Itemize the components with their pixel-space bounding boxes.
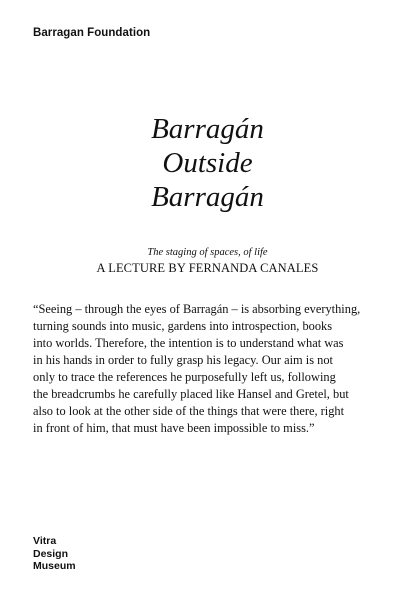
quote-line: in his hands in order to fully grasp his legacy. Our aim is not bbox=[33, 353, 333, 367]
logo-line-1: Vitra bbox=[33, 535, 57, 547]
quote-line: in front of him, that must have been impossible to miss.” bbox=[33, 421, 315, 435]
publisher-name: Barragan Foundation bbox=[33, 27, 151, 39]
title-line-1: Barragán bbox=[151, 113, 264, 145]
quote-line: into worlds. Therefore, the intention is to understand what was bbox=[33, 336, 344, 350]
quote-line: also to look at the other side of the things that were there, right bbox=[33, 404, 345, 418]
title-line-3: Barragán bbox=[151, 181, 264, 213]
quote-line: turning sounds into music, gardens into introspection, books bbox=[33, 319, 333, 333]
quote-paragraph bbox=[33, 301, 387, 437]
subtitle-block bbox=[0, 246, 415, 276]
quote-line: “Seeing – through the eyes of Barragán – is absorbing everything, bbox=[33, 302, 361, 316]
title-line-2: Outside bbox=[162, 147, 253, 179]
quote-line: only to trace the references he purposefully left us, following bbox=[33, 370, 336, 384]
subtitle: The staging of spaces, of life bbox=[147, 247, 268, 258]
vitra-design-museum-logo bbox=[33, 535, 76, 573]
logo-line-3: Museum bbox=[33, 560, 76, 572]
poster-title bbox=[0, 112, 415, 214]
lecture-by-line: A LECTURE BY FERNANDA CANALES bbox=[96, 261, 319, 275]
logo-line-2: Design bbox=[33, 547, 69, 560]
quote-line: the breadcrumbs he carefully placed like Hansel and Gretel, but bbox=[33, 387, 349, 401]
